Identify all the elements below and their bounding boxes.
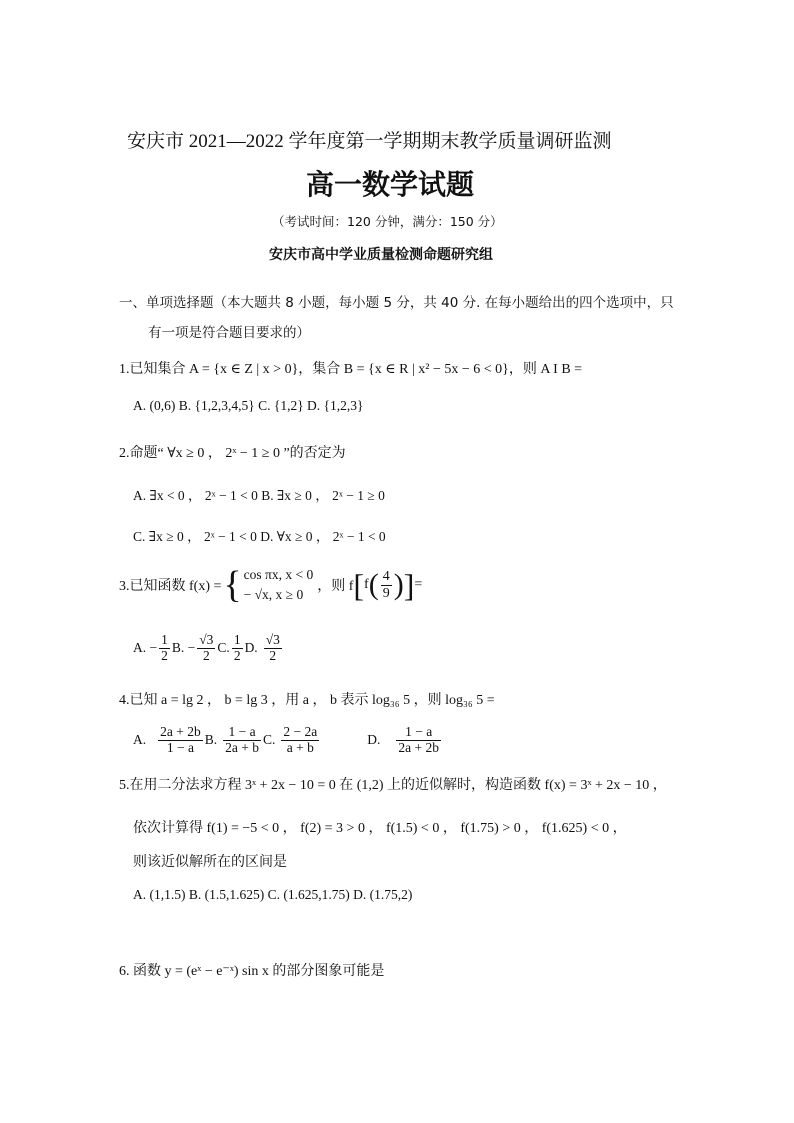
piecewise-brace: { [223,564,242,606]
question-3-stem: 3.已知函数 f(x) = { cos πx, x < 0 − √x, x ≥ 0 ，则 f [ f ( $\frac{4}{9}$ ) ] = [119,564,423,606]
question-5-line-3: 则该近似解所在的区间是 [133,855,287,870]
question-1-stem: 1.已知集合 A = {x ∈ Z | x > 0}，集合 B = {x ∈ R | x² − 5x − 6 < 0}，则 A I B = [119,362,583,377]
section-heading: 一、单项选择题（本大题共 8 小题，每小题 5 分，共 40 分. 在每小题给出的四个选项中，只 [119,295,674,311]
question-2-options-ab: A. ∃x < 0 ， 2ˣ − 1 < 0 B. ∃x ≥ 0 ， 2ˣ − 1 ≥ 0 [133,488,385,503]
question-5-line-1: 5.在用二分法求方程 3ˣ + 2x − 10 = 0 在 (1,2) 上的近似解时，构造函数 f(x) = 3ˣ + 2x − 10 ， [119,778,667,793]
question-4-options: A. $\frac{2a + 2b}{1 - a}$ B. $\frac{1 - a}{2a + b}$ C. $\frac{2 - 2a}{a + b}$ D. $\frac{1 - a}{2a + 2b}$ [133,723,439,755]
section-heading-cont: 有一项是符合题目要求的） [148,325,310,341]
question-2-options-cd: C. ∃x ≥ 0 ， 2ˣ − 1 < 0 D. ∀x ≥ 0 ， 2ˣ − 1 < 0 [133,529,386,544]
question-3-mid: ，则 f [317,579,354,594]
piecewise-case-1: cos πx, x < 0 [243,567,314,583]
question-5-line-2: 依次计算得 f(1) = −5 < 0 ， f(2) = 3 > 0 ， f(1.5) < 0 ， f(1.75) > 0 ， f(1.625) < 0 ， [133,821,627,836]
question-3-prefix: 3.已知函数 f(x) = [119,579,222,594]
question-1-options: A. (0,6) B. {1,2,3,4,5} C. {1,2} D. {1,2,3} [133,398,364,413]
question-5-options: A. (1,1.5) B. (1.5,1.625) C. (1.625,1.75) D. (1.75,2) [133,887,413,902]
question-4-stem: 4.已知 a = lg 2 ， b = lg 3 ，用 a ， b 表示 log₃₆ 5 ，则 log₃₆ 5 = [119,693,495,708]
question-3-argument: $\frac{4}{9}$ [382,569,390,601]
exam-note: （考试时间：120 分钟，满分：150 分） [272,214,503,229]
question-2-stem: 2.命题“ ∀x ≥ 0 ， 2ˣ − 1 ≥ 0 ”的否定为 [119,446,346,461]
question-6-stem: 6. 函数 y = (eˣ − e⁻ˣ) sin x 的部分图象可能是 [119,964,385,979]
question-3-options: A. − $\frac{1}{2}$ B. − $\frac{√3}{2}$ C. $\frac{1}{2}$ D. $\frac{√3}{2}$ [133,631,280,663]
piecewise-case-2: − √x, x ≥ 0 [243,587,304,602]
org-line: 安庆市高中学业质量检测命题研究组 [269,247,493,263]
exam-line: 安庆市 2021—2022 学年度第一学期期末教学质量调研监测 [127,131,612,152]
page-title: 高一数学试题 [306,168,475,201]
